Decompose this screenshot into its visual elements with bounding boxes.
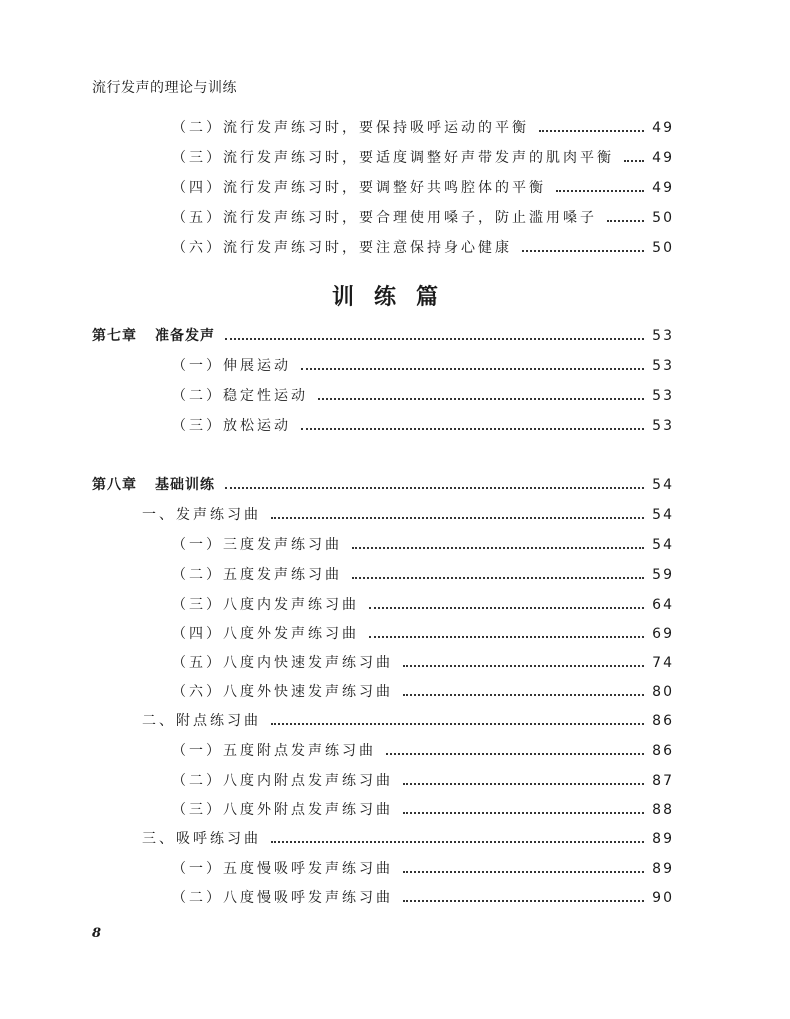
toc-leader — [403, 871, 644, 873]
page-number: 8 — [92, 926, 102, 941]
toc-entry-label: （二）八度内附点发声练习曲 — [172, 773, 393, 789]
toc-leader — [369, 636, 644, 638]
chapter-page: 53 — [652, 328, 674, 344]
toc-leader — [352, 577, 644, 579]
toc-entry — [172, 415, 674, 437]
toc-entry-page: 59 — [652, 567, 674, 583]
toc-entry-page: 49 — [652, 120, 674, 136]
toc-entry-label: （五）流行发声练习时，要合理使用嗓子，防止滥用嗓子 — [172, 210, 597, 226]
toc-entry — [172, 652, 674, 674]
toc-entry-page: 50 — [652, 240, 674, 256]
toc-leader — [403, 783, 644, 785]
toc-entry-label: （五）八度内快速发声练习曲 — [172, 655, 393, 671]
chapter-heading — [92, 474, 215, 494]
chapter-number: 第八章 — [92, 477, 137, 493]
toc-entry-label: （一）五度附点发声练习曲 — [172, 743, 376, 759]
toc-leader — [403, 812, 644, 814]
toc-entry-page: 90 — [652, 890, 674, 906]
toc-leader — [607, 220, 644, 222]
section-entry-page: 54 — [652, 507, 674, 523]
toc-entry-page: 80 — [652, 684, 674, 700]
toc-entry — [172, 147, 674, 169]
chapter-title: 准备发声 — [155, 328, 215, 344]
toc-leader — [403, 694, 644, 696]
toc-leader — [624, 160, 644, 162]
toc-entry-page: 88 — [652, 802, 674, 818]
toc-leader — [556, 190, 644, 192]
toc-leader — [318, 398, 644, 400]
toc-entry — [172, 681, 674, 703]
toc-entry — [172, 564, 674, 586]
toc-entry — [172, 799, 674, 821]
chapter-entry — [92, 474, 674, 496]
toc-entry-label: （四）流行发声练习时，要调整好共鸣腔体的平衡 — [172, 180, 546, 196]
toc-entry-page: 50 — [652, 210, 674, 226]
toc-entry — [172, 623, 674, 645]
toc-entry — [172, 534, 674, 556]
toc-entry-page: 64 — [652, 597, 674, 613]
toc-entry — [172, 858, 674, 880]
running-head: 流行发声的理论与训练 — [92, 80, 237, 96]
toc-leader — [369, 607, 644, 609]
section-entry — [142, 828, 674, 850]
toc-entry-page: 53 — [652, 358, 674, 374]
toc-entry-label: （三）八度外附点发声练习曲 — [172, 802, 393, 818]
toc-leader — [271, 723, 644, 725]
toc-entry-page: 69 — [652, 626, 674, 642]
toc-entry-label: （六）流行发声练习时，要注意保持身心健康 — [172, 240, 512, 256]
section-entry-label: 三、吸呼练习曲 — [142, 831, 261, 847]
toc-leader — [522, 250, 644, 252]
toc-leader — [225, 487, 644, 489]
section-entry — [142, 710, 674, 732]
toc-entry — [172, 887, 674, 909]
toc-leader — [271, 841, 644, 843]
toc-entry-label: （二）八度慢吸呼发声练习曲 — [172, 890, 393, 906]
toc-leader — [403, 900, 644, 902]
toc-entry-page: 87 — [652, 773, 674, 789]
toc-leader — [539, 130, 644, 132]
toc-entry — [172, 385, 674, 407]
toc-entry-label: （四）八度外发声练习曲 — [172, 626, 359, 642]
toc-entry-label: （六）八度外快速发声练习曲 — [172, 684, 393, 700]
section-entry-page: 89 — [652, 831, 674, 847]
chapter-entry — [92, 325, 674, 347]
toc-entry-label: （三）放松运动 — [172, 418, 291, 434]
toc-entry-page: 49 — [652, 150, 674, 166]
toc-entry-page: 53 — [652, 418, 674, 434]
toc-entry-label: （一）伸展运动 — [172, 358, 291, 374]
toc-leader — [352, 547, 644, 549]
toc-entry-label: （一）三度发声练习曲 — [172, 537, 342, 553]
section-entry-label: 一、发声练习曲 — [142, 507, 261, 523]
chapter-heading — [92, 325, 215, 345]
toc-entry-label: （一）五度慢吸呼发声练习曲 — [172, 861, 393, 877]
toc-entry-page: 54 — [652, 537, 674, 553]
toc-entry — [172, 207, 674, 229]
toc-entry — [172, 740, 674, 762]
chapter-number: 第七章 — [92, 328, 137, 344]
toc-entry-label: （二）稳定性运动 — [172, 388, 308, 404]
section-entry-label: 二、附点练习曲 — [142, 713, 261, 729]
section-entry — [142, 504, 674, 526]
toc-leader — [403, 665, 644, 667]
toc-entry-label: （二）流行发声练习时，要保持吸呼运动的平衡 — [172, 120, 529, 136]
toc-entry — [172, 770, 674, 792]
toc-entry — [172, 237, 674, 259]
section-title: 训练篇 — [331, 285, 458, 310]
toc-entry-page: 74 — [652, 655, 674, 671]
section-entry-page: 86 — [652, 713, 674, 729]
toc-entry — [172, 355, 674, 377]
toc-entry — [172, 594, 674, 616]
toc-entry-page: 89 — [652, 861, 674, 877]
toc-leader — [386, 753, 644, 755]
toc-entry-label: （三）八度内发声练习曲 — [172, 597, 359, 613]
toc-leader — [225, 338, 644, 340]
toc-entry-page: 86 — [652, 743, 674, 759]
toc-entry-page: 49 — [652, 180, 674, 196]
toc-entry — [172, 117, 674, 139]
toc-leader — [301, 428, 644, 430]
toc-entry — [172, 177, 674, 199]
toc-entry-label: （二）五度发声练习曲 — [172, 567, 342, 583]
chapter-title: 基础训练 — [155, 477, 215, 493]
toc-entry-page: 53 — [652, 388, 674, 404]
toc-entry-label: （三）流行发声练习时，要适度调整好声带发声的肌肉平衡 — [172, 150, 614, 166]
toc-leader — [301, 368, 644, 370]
chapter-page: 54 — [652, 477, 674, 493]
toc-leader — [271, 517, 644, 519]
